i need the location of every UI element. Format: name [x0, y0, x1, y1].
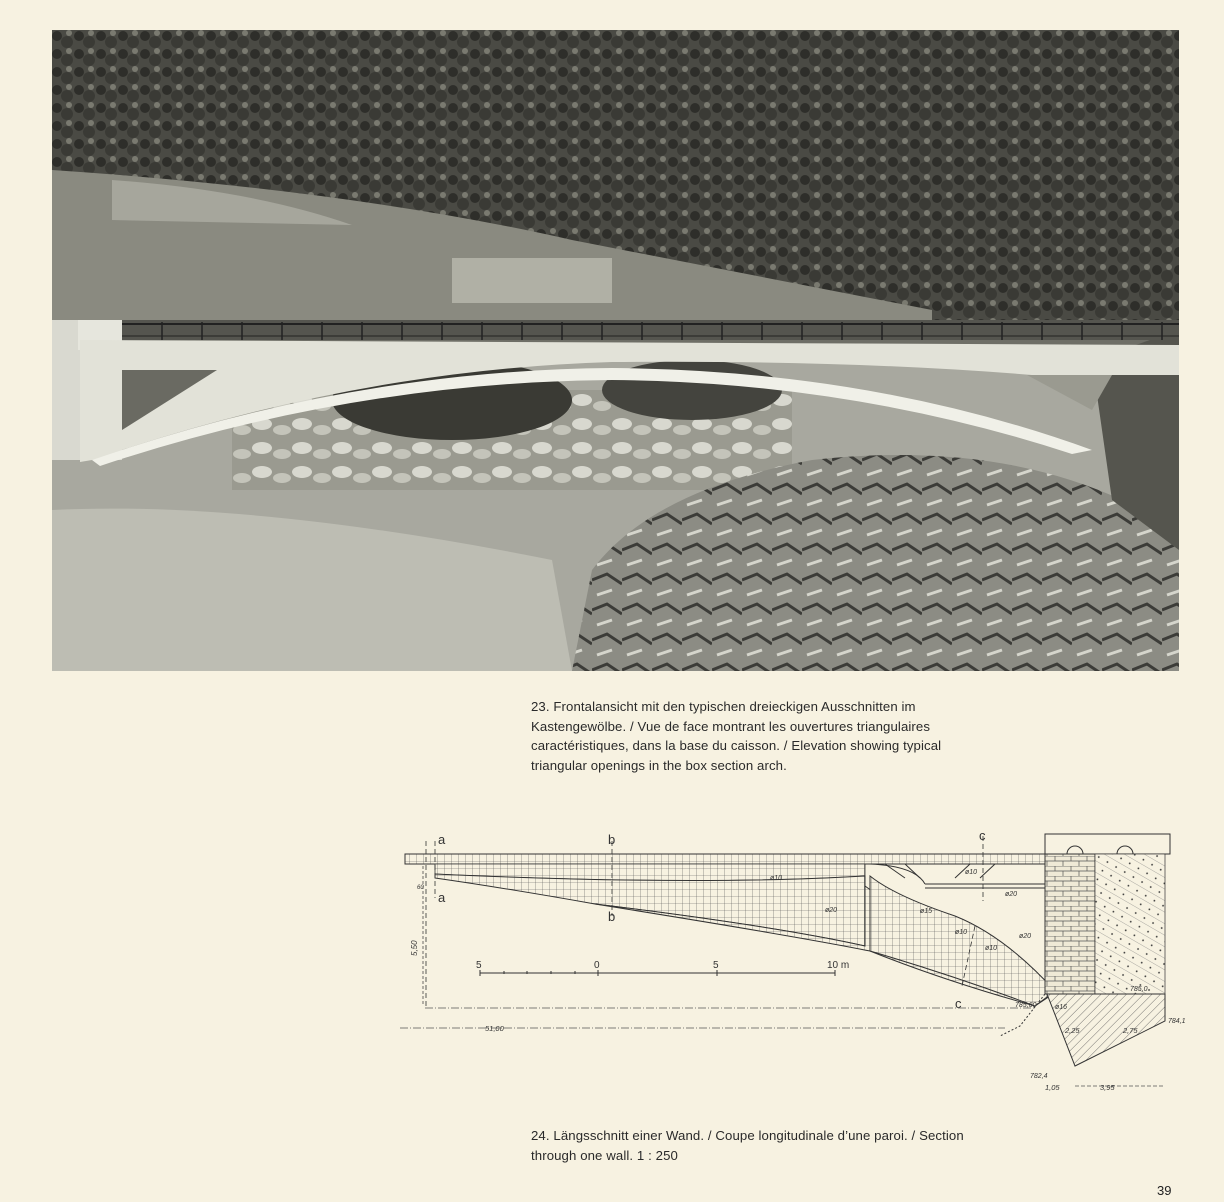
section-c-bottom: c — [955, 996, 962, 1011]
height-dimension: 5,50 — [410, 940, 419, 956]
elevation-label: 782,4 — [1030, 1073, 1048, 1080]
base-dimension-1: 2,25 — [1065, 1026, 1080, 1035]
section-c-top: c — [979, 828, 986, 843]
rebar-label: ø20 — [1019, 933, 1032, 940]
rebar-label: ø20 — [1005, 891, 1018, 898]
scale-tick: 5 — [476, 960, 482, 971]
section-a-bottom: a — [438, 890, 446, 905]
elevation-label: 785,0 — [1130, 986, 1148, 993]
offset-dimension: 60 — [417, 885, 424, 891]
span-dimension: 51,00 — [485, 1024, 504, 1033]
foot-dimension-1: 1,05 — [1045, 1083, 1060, 1092]
rebar-label: ø10 — [955, 929, 968, 936]
rebar-label: ø10 — [770, 875, 783, 882]
rebar-label: ø16 — [1055, 1004, 1068, 1011]
figure-24-caption: 24. Längsschnitt einer Wand. / Coupe longitudinale d’une paroi. / Section through one wall. 1 : 250 — [531, 1128, 964, 1163]
rebar-label: ø10 — [985, 945, 998, 952]
bridge-photograph — [52, 30, 1179, 671]
longitudinal-section-drawing — [395, 826, 1185, 1126]
section-b-top: b — [608, 832, 616, 847]
rebar-label: ø20 — [825, 907, 838, 914]
base-dimension-2: 2,75 — [1123, 1026, 1138, 1035]
foot-dimension-2: 3,95 — [1100, 1083, 1115, 1092]
scale-tick: 0 — [594, 960, 600, 971]
scale-bar — [476, 960, 849, 976]
page-number: 39 — [1157, 1183, 1172, 1198]
scale-tick: 10 m — [827, 960, 850, 971]
figure-23-caption: 23. Frontalansicht mit den typischen dreieckigen Ausschnitten im Kastengewölbe. / Vue de face montrant les ouvertures triangulaires caractéristiques, dans la base du caisson. / Elevation showing typical triangular openings in the box section arch. — [531, 699, 942, 773]
scale-tick: 5 — [713, 960, 719, 971]
elevation-label: 784,1 — [1168, 1018, 1185, 1025]
rebar-label: ø15 — [920, 908, 933, 915]
section-b-bottom: b — [608, 909, 616, 924]
elevation-label: 785,60 — [1015, 1002, 1037, 1009]
rebar-label: ø10 — [965, 869, 978, 876]
section-a-top: a — [438, 832, 446, 847]
